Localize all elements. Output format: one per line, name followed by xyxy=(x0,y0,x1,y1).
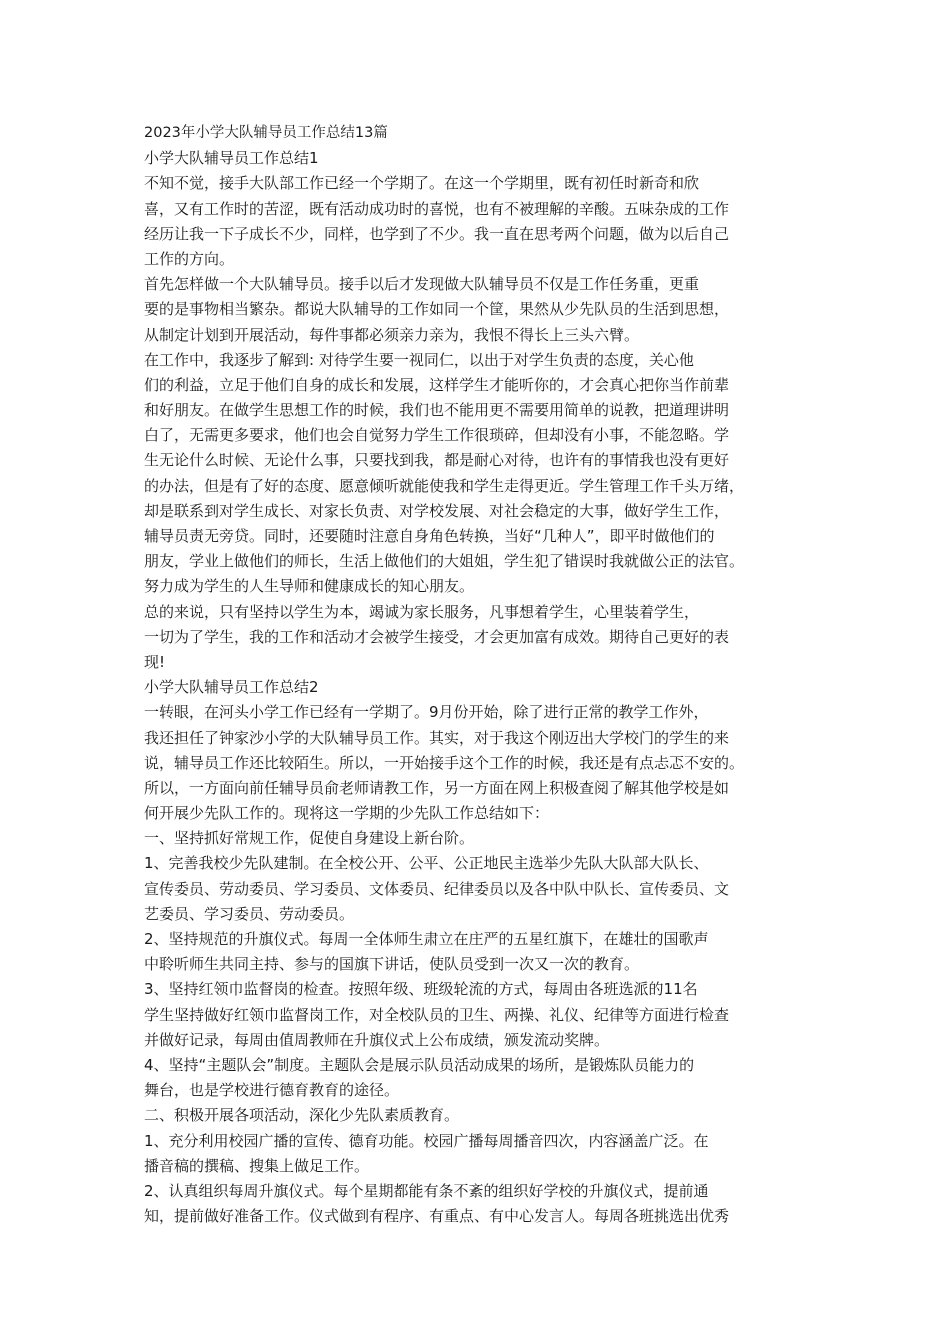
text-line: 1、充分利用校园广播的宣传、德育功能。校园广播每周播音四次，内容涵盖广泛。在 xyxy=(144,1131,709,1150)
text-line: 1、完善我校少先队建制。在全校公开、公平、公正地民主选举少先队大队部大队长、 xyxy=(144,854,709,873)
text-line: 说，辅导员工作还比较陌生。所以，一开始接手这个工作的时候，我还是有点忐忑不安的。 xyxy=(144,753,745,772)
text-line: 在工作中，我逐步了解到: 对待学生要一视同仁，以出于对学生负责的态度，关心他 xyxy=(144,350,694,369)
text-line: 却是联系到对学生成长、对家长负责、对学校发展、对社会稳定的大事，做好学生工作， xyxy=(144,501,730,520)
text-line: 和好朋友。在做学生思想工作的时候，我们也不能用更不需要用简单的说教，把道理讲明 xyxy=(144,401,730,420)
text-line: 知，提前做好准备工作。仪式做到有程序、有重点、有中心发言人。每周各班挑选出优秀 xyxy=(144,1207,730,1226)
subheading-line: 一、坚持抓好常规工作，促使自身建设上新台阶。 xyxy=(144,829,475,848)
text-line: 宣传委员、劳动委员、学习委员、文体委员、纪律委员以及各中队中队长、宣传委员、文 xyxy=(144,879,730,898)
text-line: 一切为了学生，我的工作和活动才会被学生接受，才会更加富有成效。期待自己更好的表 xyxy=(144,627,730,646)
text-line: 中聆听师生共同主持、参与的国旗下讲话，使队员受到一次又一次的教育。 xyxy=(144,955,640,974)
text-line: 经历让我一下子成长不少，同样，也学到了不少。我一直在思考两个问题，做为以后自己 xyxy=(144,224,730,243)
text-line: 并做好记录，每周由值周教师在升旗仪式上公布成绩，颁发流动奖牌。 xyxy=(144,1030,610,1049)
text-line: 学生坚持做好红领巾监督岗工作，对全校队员的卫生、两操、礼仪、纪律等方面进行检查 xyxy=(144,1005,730,1024)
text-line: 舞台，也是学校进行德育教育的途径。 xyxy=(144,1081,400,1100)
text-line: 朋友，学业上做他们的师长，生活上做他们的大姐姐，学生犯了错误时我就做公正的法官。 xyxy=(144,552,745,571)
text-line: 工作的方向。 xyxy=(144,249,235,268)
document-body xyxy=(144,121,812,1229)
section-heading-1: 小学大队辅导员工作总结1 xyxy=(144,149,319,168)
text-line: 2、坚持规范的升旗仪式。每周一全体师生肃立在庄严的五星红旗下，在雄壮的国歌声 xyxy=(144,930,709,948)
text-line: 努力成为学生的人生导师和健康成长的知心朋友。 xyxy=(144,577,475,596)
text-line: 的办法，但是有了好的态度、愿意倾听就能使我和学生走得更近。学生管理工作千头万绪， xyxy=(144,476,745,495)
text-line: 喜，又有工作时的苦涩，既有活动成功时的喜悦，也有不被理解的辛酸。五味杂成的工作 xyxy=(144,199,730,218)
text-line: 们的利益，立足于他们自身的成长和发展，这样学生才能听你的，才会真心把你当作前辈 xyxy=(144,375,730,394)
text-line: 生无论什么时候、无论什么事，只要找到我，都是耐心对待，也许有的事情我也没有更好 xyxy=(144,451,730,470)
text-line: 我还担任了钟家沙小学的大队辅导员工作。其实，对于我这个刚迈出大学校门的学生的来 xyxy=(144,728,730,747)
text-line: 现! xyxy=(144,652,166,671)
text-line: 总的来说，只有坚持以学生为本，竭诚为家长服务，凡事想着学生，心里装着学生， xyxy=(144,602,700,621)
text-line: 所以，一方面向前任辅导员俞老师请教工作，另一方面在网上积极查阅了解其他学校是如 xyxy=(144,778,730,797)
text-line: 辅导员责无旁贷。同时，还要随时注意自身角色转换，当好“几种人”，即平时做他们的 xyxy=(144,527,715,545)
text-line: 一转眼，在河头小学工作已经有一学期了。9月份开始，除了进行正常的教学工作外， xyxy=(144,703,709,722)
document-title: 2023年小学大队辅导员工作总结13篇 xyxy=(144,125,388,141)
text-line: 首先怎样做一个大队辅导员。接手以后才发现做大队辅导员不仅是工作任务重，更重 xyxy=(144,275,700,294)
text-line: 不知不觉，接手大队部工作已经一个学期了。在这一个学期里，既有初任时新奇和欣 xyxy=(144,174,700,193)
text-line: 2、认真组织每周升旗仪式。每个星期都能有条不紊的组织好学校的升旗仪式，提前通 xyxy=(144,1181,709,1200)
subheading-line: 二、积极开展各项活动，深化少先队素质教育。 xyxy=(144,1106,460,1125)
text-line: 何开展少先队工作的。现将这一学期的少先队工作总结如下： xyxy=(144,804,550,823)
text-line: 白了，无需更多要求，他们也会自觉努力学生工作很琐碎，但却没有小事，不能忽略。学 xyxy=(144,426,730,445)
text-line: 3、坚持红领巾监督岗的检查。按照年级、班级轮流的方式，每周由各班选派的11名 xyxy=(144,980,698,999)
text-line: 艺委员、学习委员、劳动委员。 xyxy=(144,904,355,923)
text-line: 4、坚持“主题队会”制度。主题队会是展示队员活动成果的场所，是锻炼队员能力的 xyxy=(144,1055,695,1074)
text-line: 从制定计划到开展活动，每件事都必须亲力亲为，我恨不得长上三头六臂。 xyxy=(144,325,640,344)
text-line: 要的是事物相当繁杂。都说大队辅导的工作如同一个筐，果然从少先队员的生活到思想， xyxy=(144,300,730,319)
section-heading-2: 小学大队辅导员工作总结2 xyxy=(144,678,319,697)
text-line: 播音稿的撰稿、搜集上做足工作。 xyxy=(144,1156,370,1175)
